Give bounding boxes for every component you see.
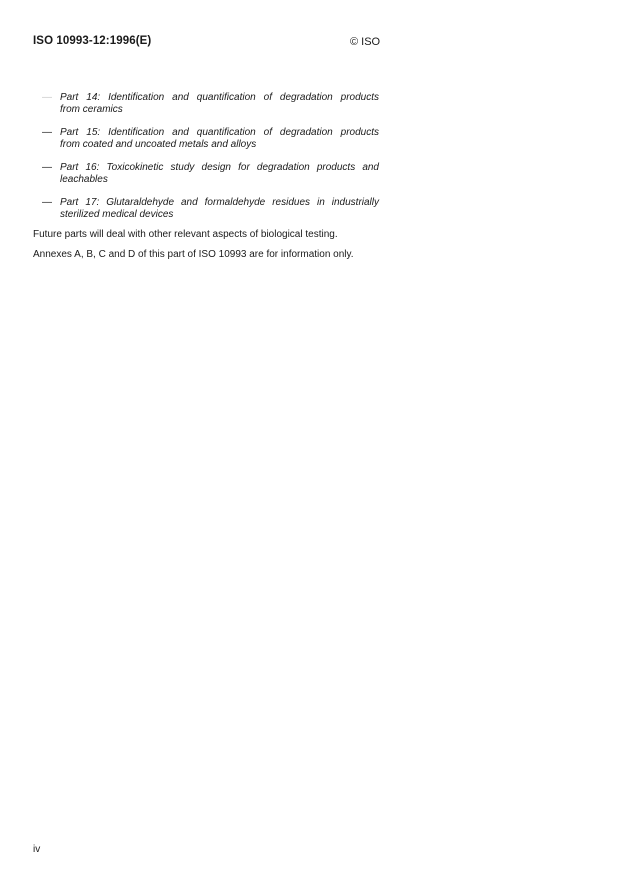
list-item <box>33 92 379 116</box>
standard-identifier: ISO 10993-12:1996(E) <box>33 35 152 47</box>
list-item <box>33 197 379 221</box>
list-item <box>33 162 379 186</box>
list-item-line1: Part 14: Identification and quantification of degradation products <box>60 92 379 103</box>
list-dash: — <box>42 127 52 138</box>
parts-list <box>33 92 379 232</box>
list-item-line2: from coated and uncoated metals and alloys <box>60 139 257 150</box>
list-item <box>33 127 379 151</box>
list-dash: — <box>42 92 52 103</box>
copyright-notice: © ISO <box>350 36 381 48</box>
future-parts-paragraph: Future parts will deal with other relevant aspects of biological testing. <box>33 229 338 240</box>
list-item-line1: Part 16: Toxicokinetic study design for degradation products and <box>60 162 379 173</box>
page-number: iv <box>33 844 41 855</box>
list-dash: — <box>42 162 52 173</box>
list-item-line2: sterilized medical devices <box>60 209 174 220</box>
list-item-line1: Part 15: Identification and quantification of degradation products <box>60 127 379 138</box>
list-item-line2: leachables <box>60 174 108 185</box>
annexes-paragraph: Annexes A, B, C and D of this part of ISO 10993 are for information only. <box>33 249 354 260</box>
list-item-line2: from ceramics <box>60 104 123 115</box>
list-dash: — <box>42 197 52 208</box>
list-item-line1: Part 17: Glutaraldehyde and formaldehyde residues in industrially <box>60 197 379 208</box>
